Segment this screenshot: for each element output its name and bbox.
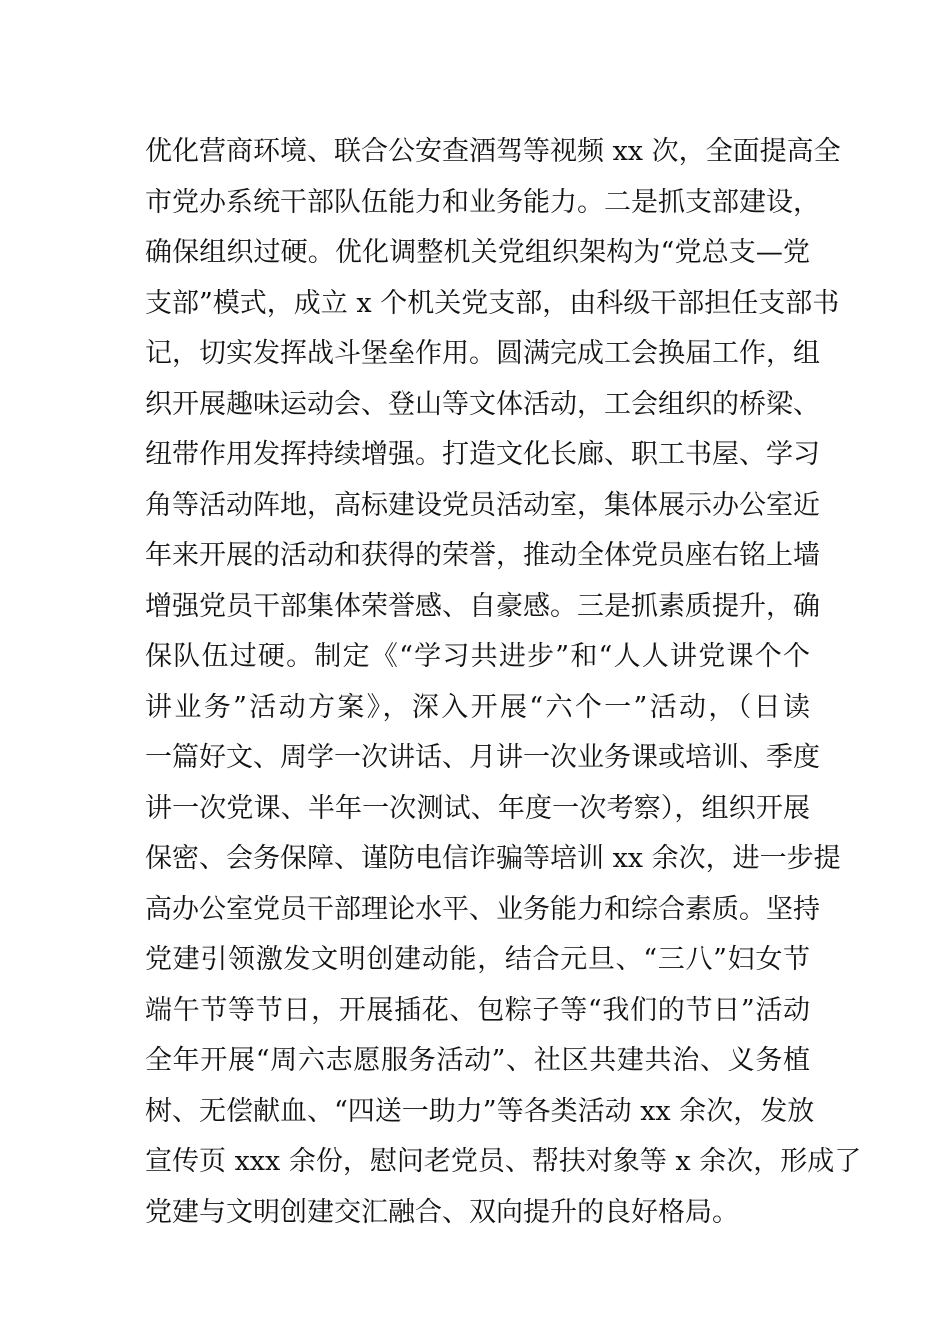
text-line-8: 角等活动阵地，高标建设党员活动室，集体展示办公室近	[145, 489, 820, 521]
text-line-6: 织开展趣味运动会、登山等文体活动，工会组织的桥梁、	[145, 388, 820, 420]
text-line-18: 端午节等节日，开展插花、包粽子等“我们的节日”活动	[145, 994, 810, 1026]
text-line-19: 全年开展“周六志愿服务活动”、社区共建共治、义务植	[145, 1045, 810, 1076]
text-line-12: 讲业务”活动方案》，深入开展“六个一”活动，（日读	[145, 691, 810, 723]
text-line-9: 年来开展的活动和获得的荣誉，推动全体党员座右铭上墙	[145, 540, 820, 571]
text-line-14: 讲一次党课、半年一次测试、年度一次考察），组织开展	[145, 792, 810, 824]
text-line-7: 纽带作用发挥持续增强。打造文化长廊、职工书屋、学习	[145, 439, 820, 470]
text-line-17: 党建引领激发文明创建动能，结合元旦、“三八”妇女节	[145, 944, 810, 975]
text-line-20: 树、无偿献血、“四送一助力”等各类活动 xx 余次，发放	[145, 1095, 815, 1127]
text-line-4: 支部”模式，成立 x 个机关党支部，由科级干部担任支部书	[145, 287, 840, 319]
text-line-22: 党建与文明创建交汇融合、双向提升的良好格局。	[145, 1196, 739, 1228]
body-paragraph	[145, 127, 862, 1238]
text-line-13: 一篇好文、周学一次讲话、月讲一次业务课或培训、季度	[145, 742, 820, 773]
text-line-3: 确保组织过硬。优化调整机关党组织架构为“党总支—党	[145, 237, 810, 268]
text-line-5: 记，切实发挥战斗堡垒作用。圆满完成工会换届工作，组	[145, 338, 820, 369]
text-line-1: 优化营商环境、联合公安查酒驾等视频 xx 次，全面提高全	[145, 136, 841, 167]
text-line-2: 市党办系统干部队伍能力和业务能力。二是抓支部建设，	[145, 186, 820, 218]
text-line-16: 高办公室党员干部理论水平、业务能力和综合素质。坚持	[145, 893, 820, 925]
text-line-21: 宣传页 xxx 余份，慰问老党员、帮扶对象等 x 余次，形成了	[145, 1146, 862, 1177]
text-line-15: 保密、会务保障、谨防电信诈骗等培训 xx 余次，进一步提	[145, 843, 841, 874]
text-line-11: 保队伍过硬。制定《“学习共进步”和“人人讲党课个个	[145, 641, 810, 672]
text-line-10: 增强党员干部集体荣誉感、自豪感。三是抓素质提升，确	[145, 590, 820, 622]
